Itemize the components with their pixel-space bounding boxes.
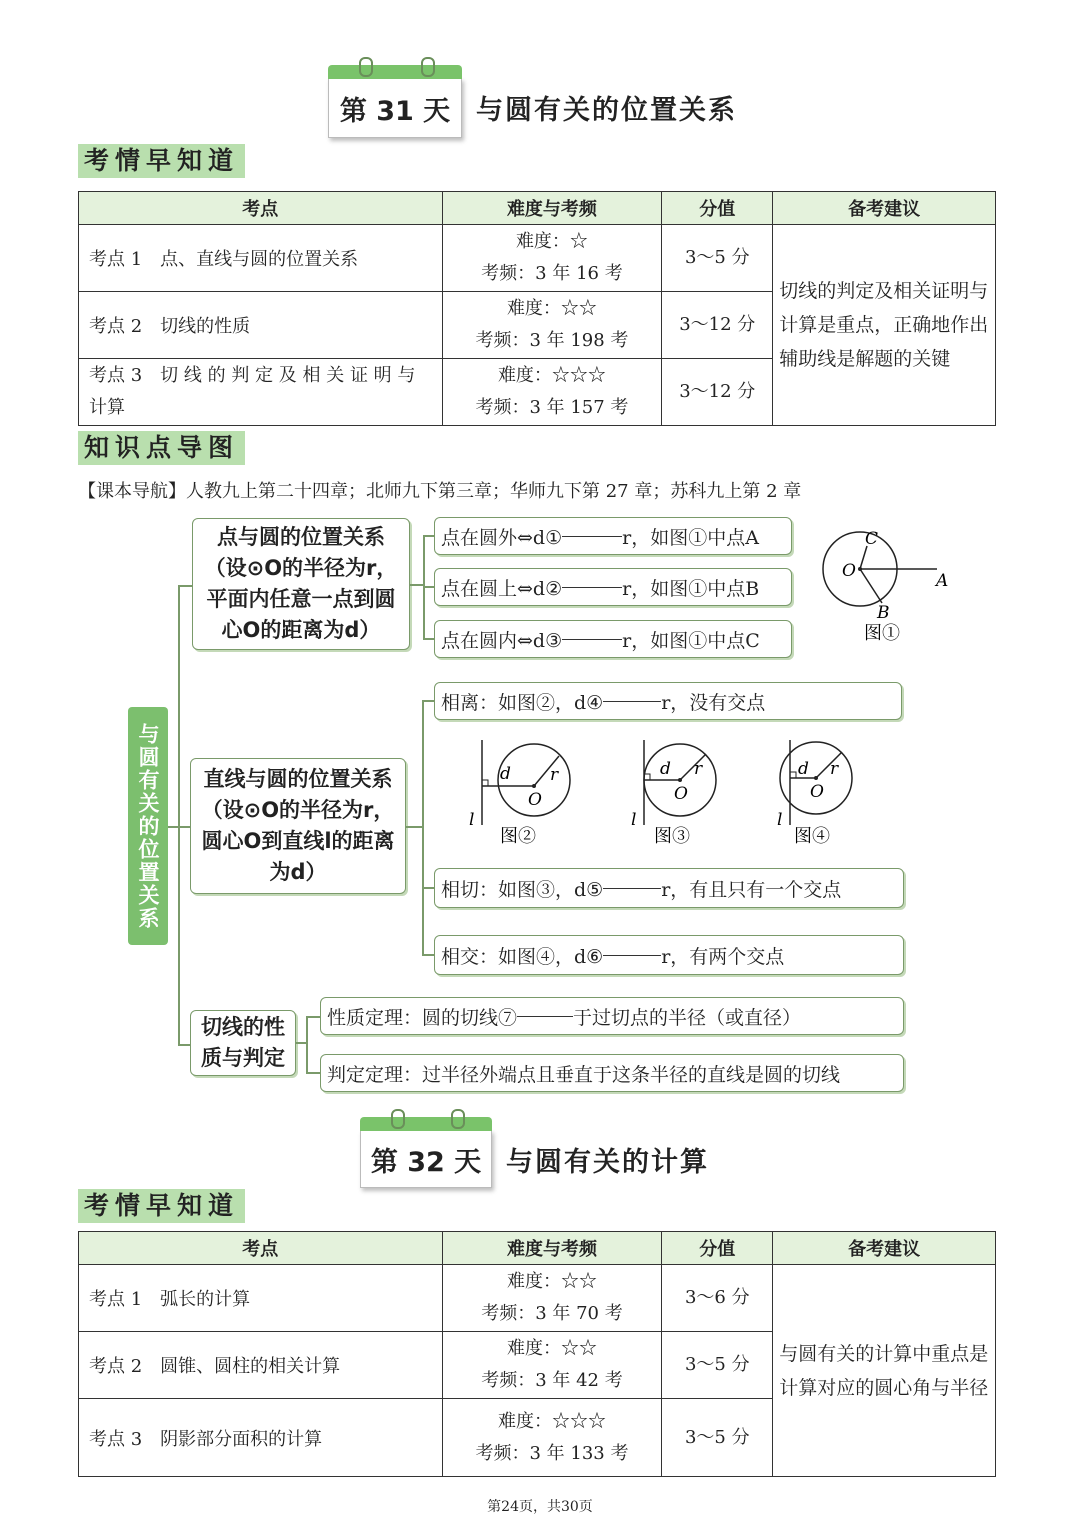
svg-text:O: O — [528, 790, 542, 810]
th-difficulty: 难度与考频 — [442, 1232, 662, 1265]
figure-4 — [770, 730, 880, 855]
frequency: 考频：3 年 157 考 — [475, 397, 629, 418]
score-cell: 3～12 分 — [662, 292, 773, 359]
svg-text:r: r — [830, 759, 839, 779]
node-point-circle: 点与圆的位置关系（设⊙O的半径为r，平面内任意一点到圆心O的距离为d） — [192, 518, 410, 650]
point-on: 点在圆上⇔d② r，如图①中点B — [434, 568, 792, 606]
svg-text:l: l — [469, 810, 475, 830]
difficulty: 难度：☆☆ — [506, 1338, 597, 1359]
point-line2: 计算 — [89, 397, 125, 418]
point-cell: 考点 2 切线的性质 — [79, 292, 443, 359]
figure-2 — [462, 730, 572, 855]
point-line1: 考点 3 切 线 的 判 定 及 相 关 证 明 与 — [89, 365, 416, 386]
page-footer: 第24页，共30页 — [487, 1499, 593, 1515]
exam-table-1 — [78, 191, 996, 426]
point-outside: 点在圆外⇔d① r，如图①中点A — [434, 517, 792, 555]
advice-cell: 切线的判定及相关证明与计算是重点，正确地作出辅助线是解题的关键 — [773, 225, 996, 426]
point-cell: 考点 3 阴影部分面积的计算 — [79, 1399, 443, 1477]
frequency: 考频：3 年 198 考 — [475, 330, 629, 351]
mindmap-root: 与圆有关的位置关系 — [128, 707, 168, 945]
score-cell: 3～5 分 — [662, 1332, 773, 1399]
textbook-nav: 【课本导航】人教九上第二十四章；北师九下第三章；华师九下第 27 章；苏科九上第 2 章 — [78, 481, 802, 502]
svg-text:O: O — [810, 782, 824, 802]
section-map: 知识点导图 — [78, 431, 245, 465]
day32-badge — [360, 1130, 492, 1188]
svg-text:l: l — [777, 810, 783, 830]
table-row — [79, 225, 996, 292]
point-cell: 考点 1 弧长的计算 — [79, 1265, 443, 1332]
svg-text:d: d — [660, 759, 671, 779]
frequency: 考频：3 年 70 考 — [481, 1303, 623, 1324]
th-point: 考点 — [79, 192, 443, 225]
svg-text:r: r — [694, 759, 703, 779]
svg-text:O: O — [674, 784, 688, 804]
th-point: 考点 — [79, 1232, 443, 1265]
line-tangent: 相切：如图③，d⑤ r，有且只有一个交点 — [434, 868, 904, 908]
criterion-theorem: 判定定理：过半径外端点且垂直于这条半径的直线是圆的切线 — [320, 1054, 904, 1092]
th-advice: 备考建议 — [773, 192, 996, 225]
day32-badge-text: 第 32 天 — [370, 1146, 482, 1178]
score-cell: 3～12 分 — [662, 359, 773, 426]
point-cell: 考点 2 圆锥、圆柱的相关计算 — [79, 1332, 443, 1399]
difficulty: 难度：☆ — [515, 231, 588, 252]
section-exam-1: 考情早知道 — [78, 144, 245, 178]
figure-1 — [812, 524, 962, 649]
difficulty: 难度：☆☆☆ — [497, 1410, 606, 1432]
line-cross: 相交：如图④，d⑥ r，有两个交点 — [434, 935, 904, 975]
section-exam-2: 考情早知道 — [78, 1189, 245, 1223]
difficulty: 难度：☆☆ — [506, 1271, 597, 1292]
label-A: A — [936, 571, 949, 591]
point-cell: 考点 1 点、直线与圆的位置关系 — [79, 225, 443, 292]
fig4-caption: 图④ — [794, 826, 830, 847]
fig1-caption: 图① — [864, 623, 900, 644]
day31-title: 与圆有关的位置关系 — [476, 95, 737, 126]
score-cell: 3～5 分 — [662, 1399, 773, 1477]
difficulty: 难度：☆☆☆ — [497, 365, 606, 386]
th-score: 分值 — [662, 1232, 773, 1265]
svg-text:r: r — [550, 765, 559, 785]
svg-text:d: d — [798, 759, 809, 779]
svg-text:l: l — [631, 810, 637, 830]
label-C: C — [865, 529, 879, 549]
fig2-caption: 图② — [500, 826, 536, 847]
label-B: B — [877, 603, 890, 623]
property-theorem: 性质定理：圆的切线⑦ 于过切点的半径（或直径） — [320, 997, 904, 1035]
th-advice: 备考建议 — [773, 1232, 996, 1265]
node-line-circle: 直线与圆的位置关系（设⊙O的半径为r，圆心O到直线l的距离为d） — [190, 758, 406, 894]
difficulty: 难度：☆☆ — [506, 298, 597, 319]
line-apart: 相离：如图②，d④ r，没有交点 — [434, 682, 902, 720]
svg-text:d: d — [500, 764, 511, 784]
label-O: O — [842, 561, 856, 581]
frequency: 考频：3 年 42 考 — [481, 1370, 623, 1391]
fig3-caption: 图③ — [654, 826, 690, 847]
advice-cell: 与圆有关的计算中重点是计算对应的圆心角与半径 — [773, 1265, 996, 1477]
table-row — [79, 1265, 996, 1332]
th-score: 分值 — [662, 192, 773, 225]
frequency: 考频：3 年 16 考 — [481, 263, 623, 284]
score-cell: 3～6 分 — [662, 1265, 773, 1332]
day32-title: 与圆有关的计算 — [506, 1147, 709, 1178]
figure-3 — [624, 730, 734, 855]
point-inside: 点在圆内⇔d③ r，如图①中点C — [434, 620, 792, 658]
exam-table-2 — [78, 1231, 996, 1477]
frequency: 考频：3 年 133 考 — [475, 1442, 629, 1464]
node-tangent: 切线的性质与判定 — [190, 1010, 296, 1076]
th-difficulty: 难度与考频 — [442, 192, 662, 225]
score-cell: 3～5 分 — [662, 225, 773, 292]
day31-badge-text: 第 31 天 — [339, 95, 451, 127]
day31-badge — [328, 78, 462, 138]
